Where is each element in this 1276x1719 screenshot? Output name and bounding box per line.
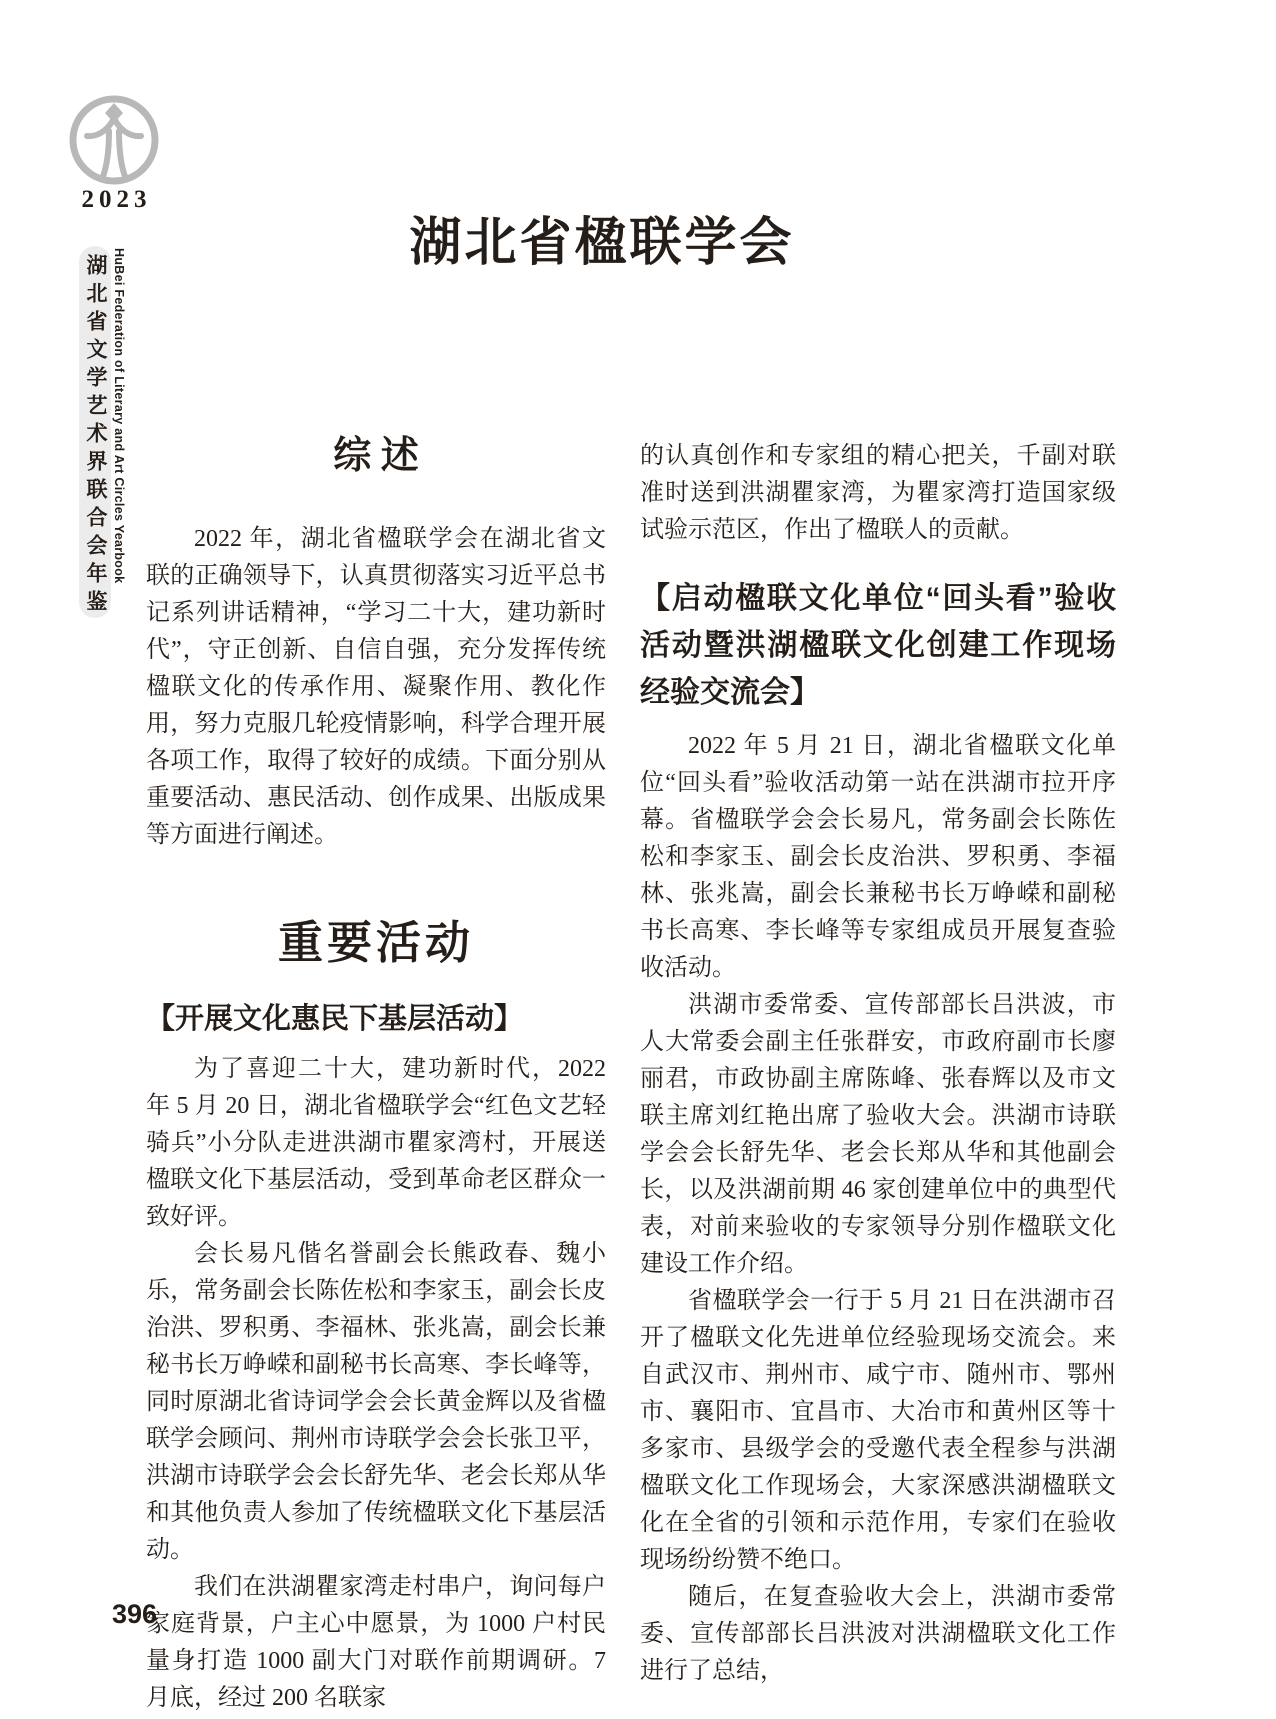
section2-heading: 【启动楹联文化单位“回头看”验收活动暨洪湖楹联文化创建工作现场经验交流会】	[640, 582, 1116, 709]
section2-paragraph-2: 洪湖市委常委、宣传部部长吕洪波，市人大常委会副主任张群安，市政府副市长廖丽君，市政协副主席陈峰、张春辉以及市文联主席刘红艳出席了验收大会。洪湖市诗联学会会长舒先华、老会长郑从华和其他副会长，以及洪湖前期 46 家创建单位中的典型代表，对前来验收的专家领导分别作楹联文化建设工作介绍。	[640, 992, 1116, 1277]
section1-heading: 【开展文化惠民下基层活动】	[146, 1003, 524, 1035]
sidebar-title-en: HuBei Federation of Literary and Art Circles Yearbook	[112, 248, 126, 584]
overview-heading: 综 述	[333, 435, 419, 477]
section2-paragraph-3: 省楹联学会一行于 5 月 21 日在洪湖市召开了楹联文化先进单位经验现场交流会。来自武汉市、荆州市、咸宁市、随州市、鄂州市、襄阳市、宜昌市、大冶市和黄州区等十多家市、县级学会的受邀代表全程参与洪湖楹联文化工作现场会，大家深感洪湖楹联文化在全省的引领和示范作用，专家们在验收现场纷纷赞不绝口。	[640, 1288, 1116, 1573]
important-activities-heading: 重要活动	[277, 917, 474, 968]
section2-paragraph-1: 2022 年 5 月 21 日，湖北省楹联文化单位“回头看”验收活动第一站在洪湖市拉开序幕。省楹联学会会长易凡，常务副会长陈佐松和李家玉、副会长皮治洪、罗积勇、李福林、张兆嵩，副会长兼秘书长万峥嵘和副秘书长高寒、李长峰等专家组成员开展复查验收活动。	[640, 733, 1116, 981]
sidebar-title-strip	[79, 246, 111, 618]
section2-paragraph-4: 随后，在复查验收大会上，洪湖市委常委、宣传部部长吕洪波对洪湖楹联文化工作进行了总结，	[640, 1584, 1116, 1684]
sidebar-title-cn: 湖北省文学艺术界联合会年鉴	[84, 254, 107, 618]
section1-paragraph-1: 为了喜迎二十大，建功新时代，2022 年 5 月 20 日，湖北省楹联学会“红色文艺轻骑兵”小分队走进洪湖市瞿家湾村，开展送楹联文化下基层活动，受到革命老区群众一致好评。	[146, 1056, 606, 1230]
overview-paragraph: 2022 年，湖北省楹联学会在湖北省文联的正确领导下，认真贯彻落实习近平总书记系列讲话精神，“学习二十大，建功新时代”，守正创新、自信自强，充分发挥传统楹联文化的传承作用、凝聚作用、教化作用，努力克服几轮疫情影响，科学合理开展各项工作，取得了较好的成绩。下面分别从重要活动、惠民活动、创作成果、出版成果等方面进行阐述。	[146, 526, 606, 848]
continuation-paragraph: 的认真创作和专家组的精心把关，千副对联准时送到洪湖瞿家湾，为瞿家湾打造国家级试验示范区，作出了楹联人的贡献。	[640, 443, 1116, 543]
right-column	[640, 438, 1116, 1690]
section1-paragraph-2: 会长易凡偕名誉副会长熊政春、魏小乐，常务副会长陈佐松和李家玉，副会长皮治洪、罗积勇、李福林、张兆嵩，副会长兼秘书长万峥嵘和副秘书长高寒、李长峰等，同时原湖北省诗词学会会长黄金辉以及省楹联学会顾问、荆州市诗联学会会长张卫平，洪湖市诗联学会会长舒先华、老会长郑从华和其他负责人参加了传统楹联文化下基层活动。	[146, 1241, 606, 1563]
article-title: 湖北省楹联学会	[409, 215, 795, 272]
federation-logo-icon	[62, 90, 166, 190]
page-number: 396	[112, 1599, 158, 1629]
left-column	[146, 424, 606, 1717]
section1-paragraph-3: 我们在洪湖瞿家湾走村串户，询问每户家庭背景，户主心中愿景，为 1000 户村民量身打造 1000 副大门对联作前期调研。7 月底，经过 200 名联家	[146, 1574, 606, 1711]
edition-year: 2023	[81, 186, 152, 213]
